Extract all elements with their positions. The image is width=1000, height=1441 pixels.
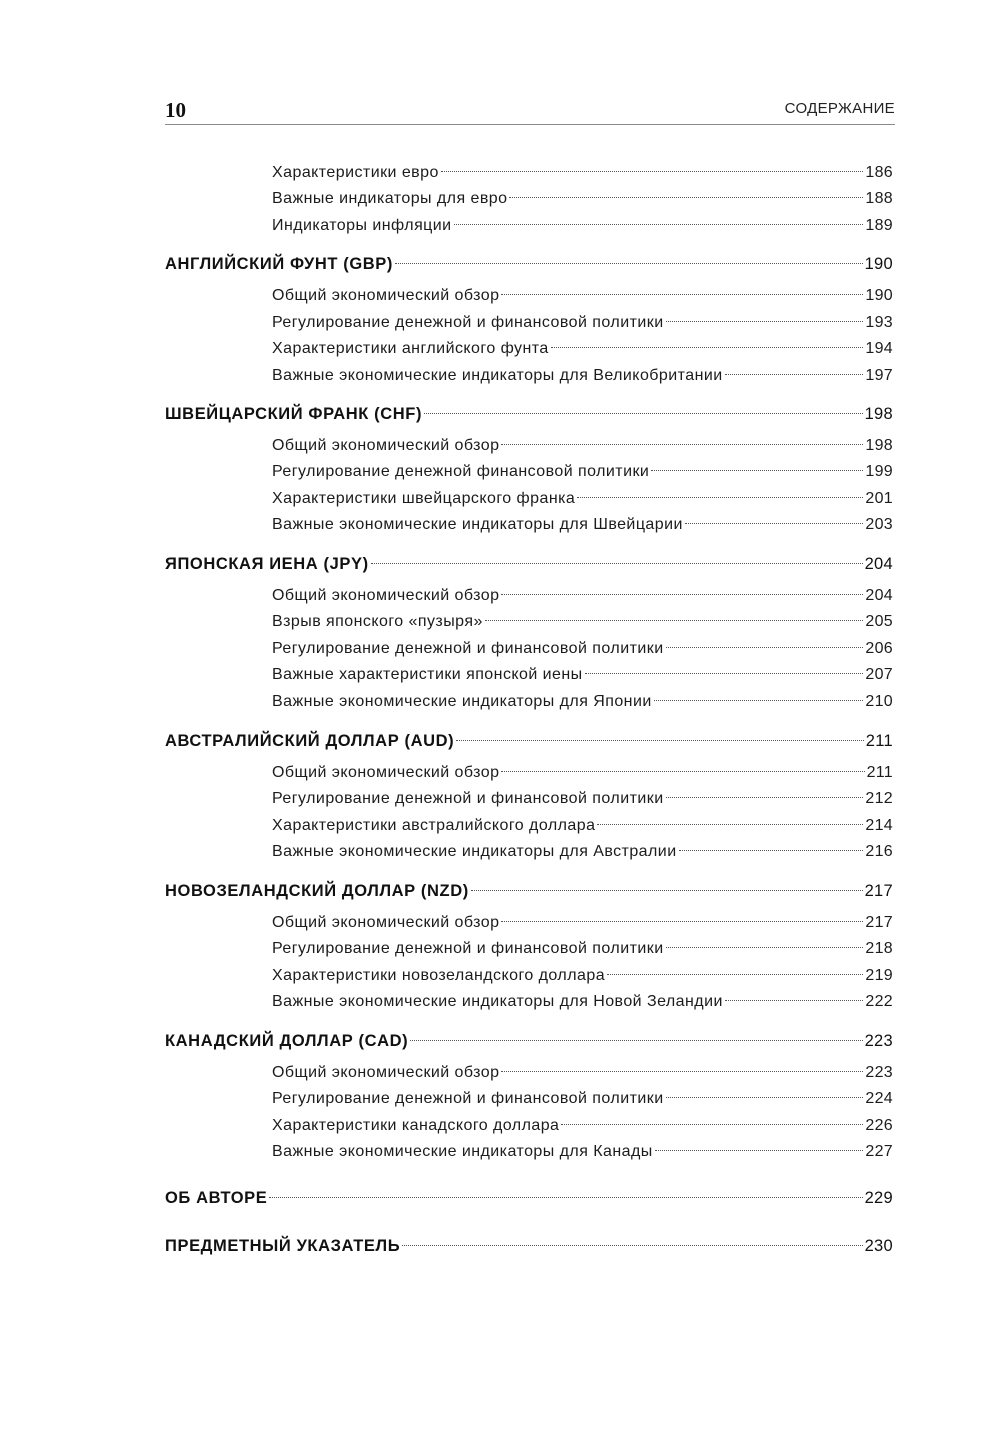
toc-section-entry [272, 161, 893, 185]
toc-entry-page-number: 226 [865, 1117, 893, 1134]
dot-leader [651, 470, 863, 471]
page-number: 10 [165, 98, 186, 122]
dot-leader [501, 771, 864, 772]
toc-section-entry [272, 1061, 893, 1085]
toc-entry-title: Общий экономический обзор [272, 1064, 500, 1081]
toc-section-entry [272, 911, 893, 935]
dot-leader [561, 1124, 863, 1125]
dot-leader [501, 921, 863, 922]
toc-entry-title: Важные экономические индикаторы для Японии [272, 693, 652, 710]
dot-leader [597, 824, 863, 825]
toc-entry-page-number: 193 [865, 314, 893, 331]
toc-entry-title: Взрыв японского «пузыря» [272, 613, 483, 630]
toc-entry-page-number: 186 [865, 164, 893, 181]
toc-entry-page-number: 206 [865, 640, 893, 657]
toc-entry-title: ЯПОНСКАЯ ИЕНА (JPY) [165, 555, 369, 573]
toc-chapter-entry [165, 1029, 893, 1053]
toc-section-entry [272, 584, 893, 608]
toc-entry-page-number: 217 [864, 882, 893, 900]
toc-entry-page-number: 230 [864, 1237, 893, 1255]
toc-section-entry [272, 690, 893, 714]
toc-chapter-entry [165, 252, 893, 276]
toc-chapter-entry [165, 729, 893, 753]
dot-leader [471, 890, 863, 891]
toc-entry-title: АВСТРАЛИЙСКИЙ ДОЛЛАР (AUD) [165, 732, 455, 750]
dot-leader [485, 620, 864, 621]
toc-section-entry [272, 964, 893, 988]
toc-entry-page-number: 203 [865, 516, 893, 533]
dot-leader [371, 563, 863, 564]
toc-entry-page-number: 194 [865, 340, 893, 357]
dot-leader [456, 740, 864, 741]
toc-entry-page-number: 211 [866, 764, 893, 781]
toc-chapter-entry [165, 402, 893, 426]
running-title: СОДЕРЖАНИЕ [784, 100, 895, 117]
toc-entry-title: ШВЕЙЦАРСКИЙ ФРАНК (CHF) [165, 405, 423, 423]
toc-entry-title: Важные экономические индикаторы для Канады [272, 1143, 653, 1160]
dot-leader [685, 523, 863, 524]
toc-entry-page-number: 205 [865, 613, 893, 630]
toc-entry-title: АНГЛИЙСКИЙ ФУНТ (GBP) [165, 255, 394, 273]
toc-section-entry [272, 637, 893, 661]
toc-entry-page-number: 198 [865, 437, 893, 454]
toc-entry-title: Регулирование денежной и финансовой политики [272, 640, 664, 657]
toc-section-entry [272, 214, 893, 238]
toc-section-entry [272, 187, 893, 211]
toc-entry-page-number: 198 [864, 405, 893, 423]
page-header [165, 96, 895, 125]
toc-entry-page-number: 199 [865, 463, 893, 480]
toc-entry-page-number: 218 [865, 940, 893, 957]
dot-leader [424, 413, 863, 414]
toc-section-entry [272, 1140, 893, 1164]
dot-leader [585, 673, 864, 674]
dot-leader [501, 294, 863, 295]
dot-leader [666, 947, 864, 948]
toc-section-entry [272, 513, 893, 537]
toc-entry-page-number: 204 [865, 587, 893, 604]
toc-entry-title: Регулирование денежной и финансовой политики [272, 940, 664, 957]
dot-leader [501, 1071, 863, 1072]
toc-section-entry [272, 937, 893, 961]
toc-section-entry [272, 1114, 893, 1138]
toc-entry-page-number: 207 [865, 666, 893, 683]
dot-leader [501, 594, 863, 595]
toc-section-entry [272, 460, 893, 484]
toc-entry-title: ОБ АВТОРЕ [165, 1189, 268, 1207]
toc-entry-page-number: 229 [864, 1189, 893, 1207]
dot-leader [725, 374, 864, 375]
toc-entry-title: КАНАДСКИЙ ДОЛЛАР (CAD) [165, 1032, 409, 1050]
toc-entry-page-number: 210 [865, 693, 893, 710]
dot-leader [577, 497, 863, 498]
toc-entry-page-number: 214 [865, 817, 893, 834]
toc-entry-title: Характеристики швейцарского франка [272, 490, 576, 507]
dot-leader [509, 197, 863, 198]
toc-section-entry [272, 663, 893, 687]
toc-entry-title: Регулирование денежной и финансовой политики [272, 1090, 664, 1107]
toc-section-entry [272, 337, 893, 361]
toc-entry-title: Характеристики новозеландского доллара [272, 967, 606, 984]
toc-section-entry [272, 840, 893, 864]
toc-chapter-entry [165, 552, 893, 576]
dot-leader [501, 444, 863, 445]
toc-entry-title: Характеристики английского фунта [272, 340, 549, 357]
toc-entry-title: Общий экономический обзор [272, 914, 500, 931]
toc-entry-title: Общий экономический обзор [272, 587, 500, 604]
dot-leader [402, 1245, 862, 1246]
toc-section-entry [272, 610, 893, 634]
dot-leader [454, 224, 864, 225]
toc-section-entry [272, 814, 893, 838]
dot-leader [666, 1097, 864, 1098]
toc-chapter-entry [165, 1234, 893, 1258]
toc-entry-page-number: 223 [864, 1032, 893, 1050]
toc-section-entry [272, 487, 893, 511]
toc-entry-title: Важные экономические индикаторы для Великобритании [272, 367, 723, 384]
dot-leader [395, 263, 863, 264]
dot-leader [551, 347, 864, 348]
toc-entry-page-number: 219 [865, 967, 893, 984]
toc-entry-title: Регулирование денежной и финансовой политики [272, 790, 664, 807]
dot-leader [441, 171, 864, 172]
dot-leader [655, 1150, 864, 1151]
toc-entry-page-number: 197 [865, 367, 893, 384]
toc-section-entry [272, 284, 893, 308]
dot-leader [666, 647, 864, 648]
toc-section-entry [272, 787, 893, 811]
toc-entry-title: Общий экономический обзор [272, 437, 500, 454]
toc-entry-title: Индикаторы инфляции [272, 217, 452, 234]
toc-section-entry [272, 990, 893, 1014]
dot-leader [725, 1000, 864, 1001]
toc-section-entry [272, 311, 893, 335]
toc-entry-page-number: 190 [865, 287, 893, 304]
dot-leader [410, 1040, 862, 1041]
dot-leader [269, 1197, 862, 1198]
toc-entry-page-number: 211 [865, 732, 893, 750]
toc-entry-page-number: 222 [865, 993, 893, 1010]
toc-entry-page-number: 188 [865, 190, 893, 207]
toc-section-entry [272, 1087, 893, 1111]
toc-entry-title: НОВОЗЕЛАНДСКИЙ ДОЛЛАР (NZD) [165, 882, 469, 900]
toc-entry-page-number: 201 [865, 490, 893, 507]
toc-entry-page-number: 217 [865, 914, 893, 931]
toc-entry-title: Регулирование денежной финансовой политики [272, 463, 650, 480]
toc-entry-page-number: 189 [865, 217, 893, 234]
toc-entry-title: Характеристики австралийского доллара [272, 817, 596, 834]
toc-entry-title: Характеристики канадского доллара [272, 1117, 560, 1134]
dot-leader [654, 700, 864, 701]
toc-entry-title: ПРЕДМЕТНЫЙ УКАЗАТЕЛЬ [165, 1237, 401, 1255]
toc-chapter-entry [165, 1186, 893, 1210]
toc-entry-page-number: 190 [864, 255, 893, 273]
dot-leader [607, 974, 863, 975]
toc-section-entry [272, 761, 893, 785]
toc-entry-title: Характеристики евро [272, 164, 439, 181]
toc-entry-page-number: 223 [865, 1064, 893, 1081]
toc-entry-title: Важные экономические индикаторы для Австралии [272, 843, 677, 860]
toc-entry-page-number: 212 [865, 790, 893, 807]
toc-chapter-entry [165, 879, 893, 903]
toc-entry-title: Общий экономический обзор [272, 764, 500, 781]
toc-section-entry [272, 364, 893, 388]
toc-section-entry [272, 434, 893, 458]
dot-leader [666, 321, 864, 322]
toc-entry-title: Регулирование денежной и финансовой политики [272, 314, 664, 331]
toc-entry-title: Важные экономические индикаторы для Новой Зеландии [272, 993, 723, 1010]
toc-entry-title: Общий экономический обзор [272, 287, 500, 304]
toc-entry-title: Важные экономические индикаторы для Швейцарии [272, 516, 683, 533]
dot-leader [666, 797, 864, 798]
dot-leader [679, 850, 864, 851]
toc-entry-title: Важные индикаторы для евро [272, 190, 508, 207]
toc-entry-page-number: 204 [864, 555, 893, 573]
toc-entry-page-number: 216 [865, 843, 893, 860]
toc-entry-title: Важные характеристики японской иены [272, 666, 583, 683]
toc-entry-page-number: 224 [865, 1090, 893, 1107]
toc-entry-page-number: 227 [865, 1143, 893, 1160]
